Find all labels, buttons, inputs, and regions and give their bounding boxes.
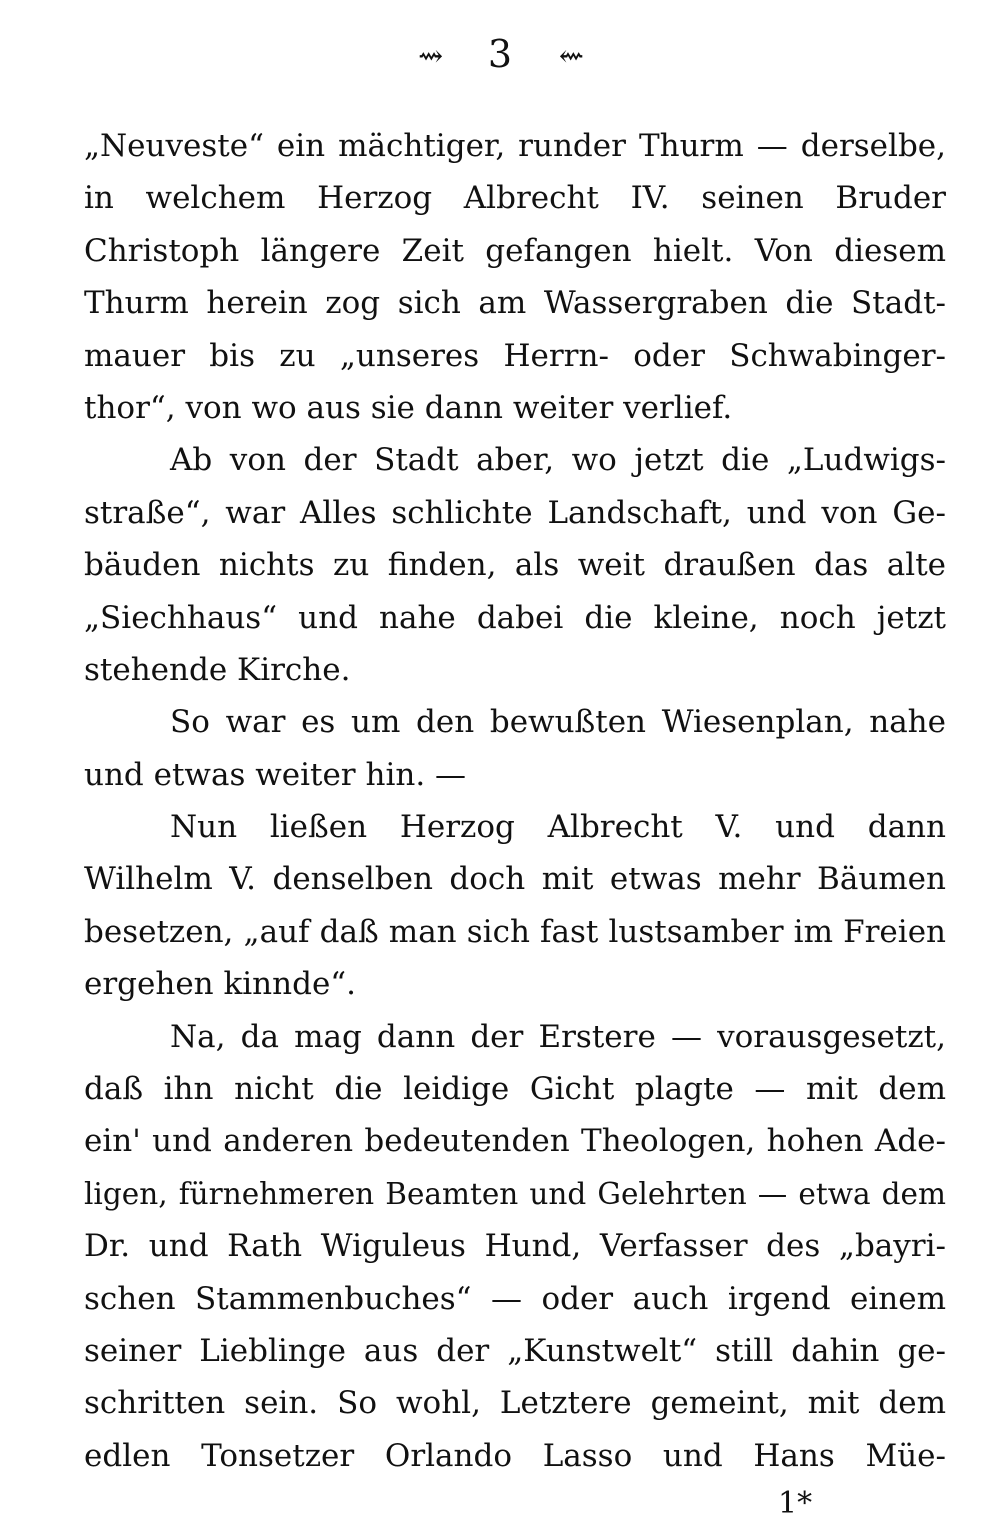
- text-line: straße“, war Alles schlichte Landschaft, und von Ge-: [84, 494, 946, 531]
- text-line: schritten sein. So wohl, Letztere gemeint, mit dem: [84, 1385, 946, 1422]
- text-line: Na, da mag dann der Erstere — vorausgesetzt,: [170, 1018, 946, 1055]
- text-line: „Siechhaus“ und nahe dabei die kleine, noch jetzt: [84, 599, 946, 636]
- text-line: ergehen kinnde“.: [84, 966, 357, 1003]
- text-line: edlen Tonsetzer Orlando Lasso und Hans Müe-: [84, 1437, 946, 1474]
- text-line: schen Stammenbuches“ — oder auch irgend einem: [84, 1280, 946, 1317]
- text-line: in welchem Herzog Albrecht IV. seinen Bruder: [84, 180, 946, 217]
- text-line: seiner Lieblinge aus der „Kunstwelt“ still dahin ge-: [84, 1332, 946, 1369]
- text-line: stehende Kirche.: [84, 651, 351, 688]
- right-ornament-icon: ⇜: [558, 39, 582, 74]
- text-line: So war es um den bewußten Wiesenplan, nahe: [170, 704, 946, 741]
- signature-mark: 1*: [778, 1486, 813, 1521]
- text-line: Ab von der Stadt aber, wo jetzt die „Ludwigs-: [170, 442, 946, 479]
- text-line: ligen, fürnehmeren Beamten und Gelehrten — etwa dem: [84, 1176, 946, 1211]
- text-line: thor“, von wo aus sie dann weiter verlief.: [84, 389, 733, 426]
- text-line: mauer bis zu „unseres Herrn- oder Schwabinger-: [84, 337, 946, 374]
- page-header: [0, 30, 1000, 81]
- text-line: besetzen, „auf daß man sich fast lustsamber im Freien: [84, 913, 946, 950]
- text-line: Christoph längere Zeit gefangen hielt. Von diesem: [84, 232, 946, 269]
- text-line: Dr. und Rath Wiguleus Hund, Verfasser des „bayri-: [84, 1228, 946, 1265]
- body-text: [84, 120, 946, 1482]
- page-number: 3: [487, 32, 513, 76]
- text-line: Nun ließen Herzog Albrecht V. und dann: [170, 809, 946, 846]
- text-line: bäuden nichts zu finden, als weit draußen das alte: [84, 547, 946, 584]
- text-line: Wilhelm V. denselben doch mit etwas mehr Bäumen: [84, 861, 946, 898]
- text-line: „Neuveste“ ein mächtiger, runder Thurm — derselbe,: [84, 128, 946, 164]
- text-line: Thurm herein zog sich am Wassergraben die Stadt-: [84, 285, 946, 322]
- left-ornament-icon: ⇝: [418, 39, 442, 74]
- text-line: ein' und anderen bedeutenden Theologen, hohen Ade-: [84, 1123, 946, 1160]
- text-line: daß ihn nicht die leidige Gicht plagte — mit dem: [84, 1071, 946, 1108]
- text-line: und etwas weiter hin. —: [84, 756, 467, 793]
